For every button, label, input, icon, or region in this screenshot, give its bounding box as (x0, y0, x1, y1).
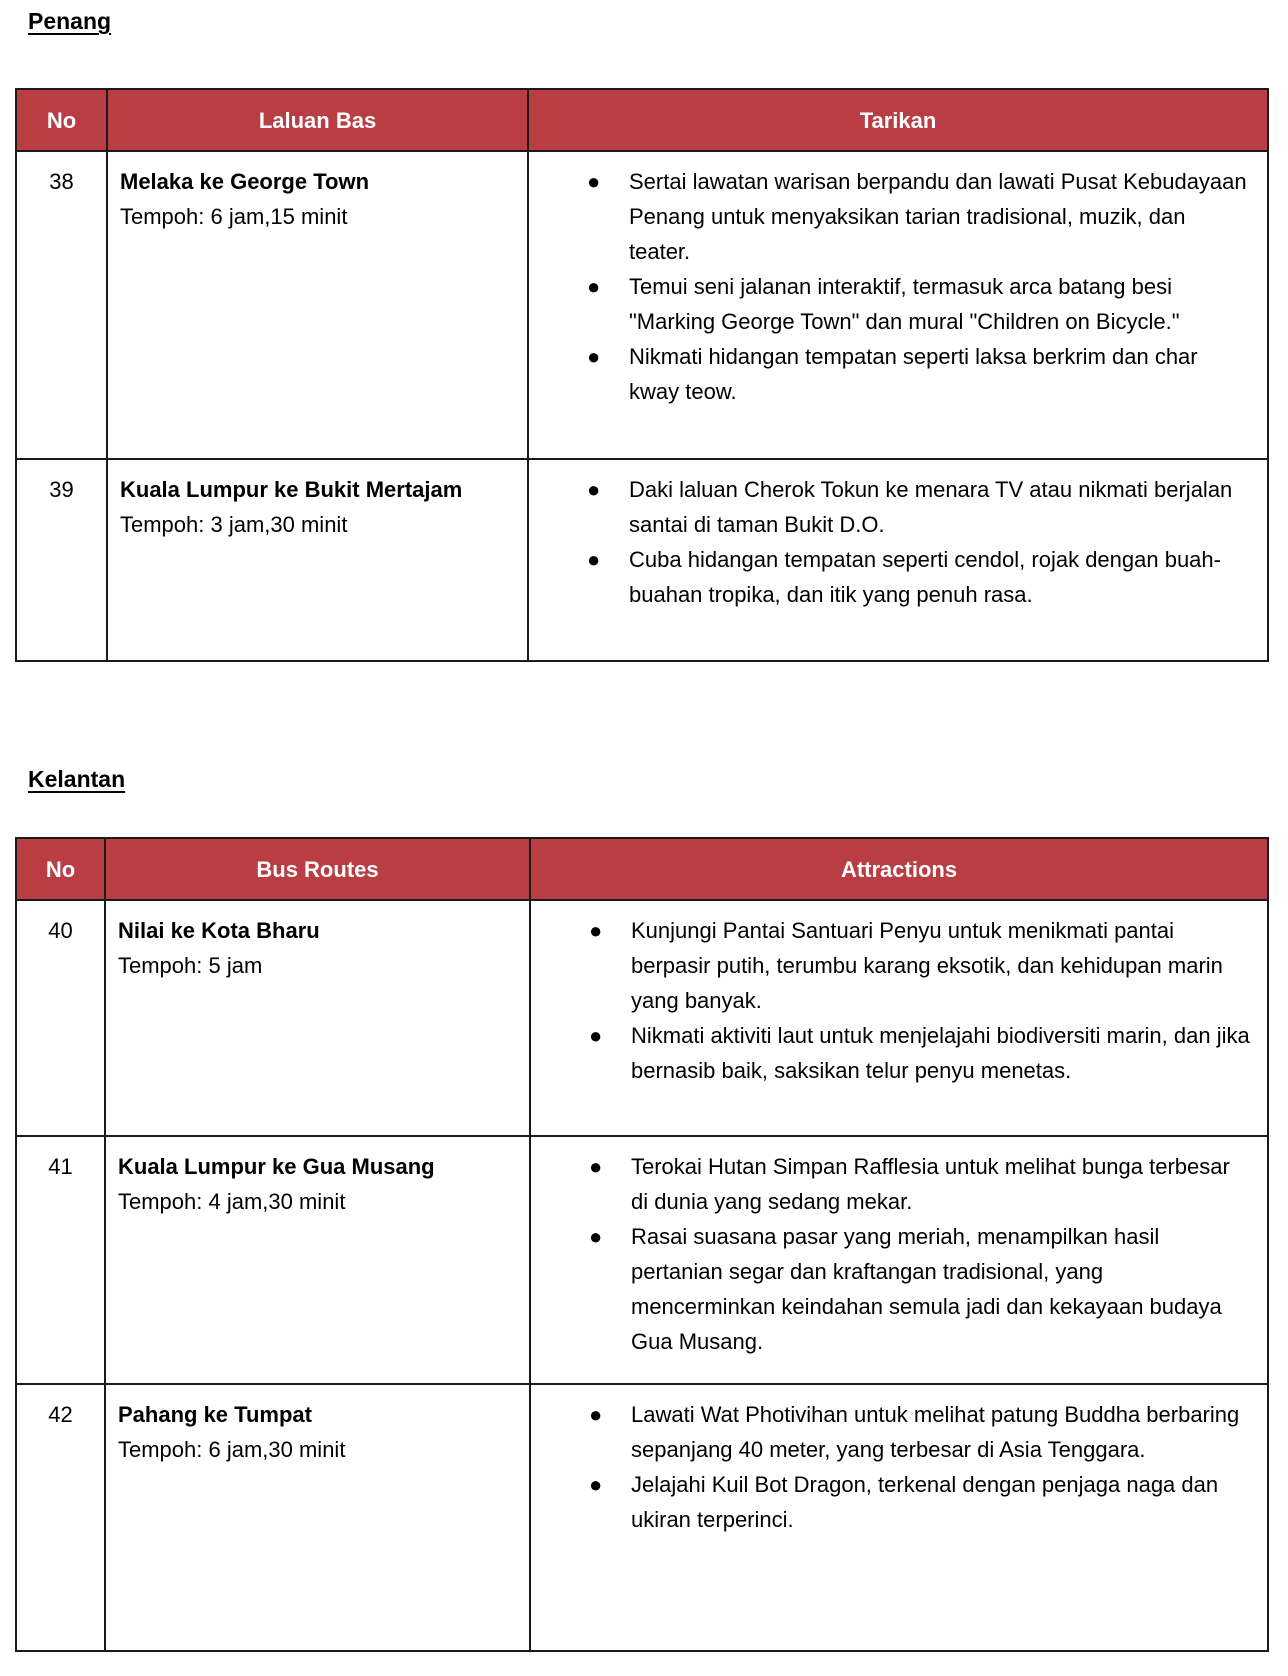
attraction-item (589, 1467, 1251, 1537)
bullet-dot-icon: ● (589, 1472, 603, 1497)
route-name: Melaka ke George Town (120, 169, 370, 194)
attraction-text: Temui seni jalanan interaktif, termasuk arca batang besi "Marking George Town" dan mural "Children on Bicycle." (629, 274, 1180, 334)
header-no: No (16, 89, 107, 151)
attraction-text: Kunjungi Pantai Santuari Penyu untuk menikmati pantai berpasir putih, terumbu karang eksotik, dan kehidupan marin yang banyak. (631, 918, 1223, 1013)
bullet-dot-icon: ● (589, 918, 603, 943)
header-route: Laluan Bas (107, 89, 528, 151)
attraction-item (589, 1219, 1251, 1359)
table-row (16, 900, 1268, 1136)
table-header-row (16, 838, 1268, 900)
route-cell (105, 900, 530, 1136)
route-cell (105, 1384, 530, 1651)
attraction-text: Nikmati hidangan tempatan seperti laksa berkrim dan char kway teow. (629, 344, 1198, 404)
route-duration: Tempoh: 3 jam,30 minit (120, 512, 348, 537)
route-duration: Tempoh: 6 jam,15 minit (120, 204, 348, 229)
kelantan-bus-routes-table (15, 837, 1269, 1652)
bullet-dot-icon: ● (589, 1224, 603, 1249)
attraction-item (589, 1397, 1251, 1467)
header-no: No (16, 838, 105, 900)
attractions-list (531, 1397, 1251, 1537)
route-name: Kuala Lumpur ke Gua Musang (118, 1154, 435, 1179)
attractions-cell (530, 900, 1268, 1136)
bullet-dot-icon: ● (587, 169, 601, 194)
header-attractions: Attractions (530, 838, 1268, 900)
table-row (16, 1384, 1268, 1651)
attraction-item (587, 472, 1251, 542)
table-row (16, 459, 1268, 661)
bullet-dot-icon: ● (587, 477, 601, 502)
route-duration: Tempoh: 4 jam,30 minit (118, 1189, 346, 1214)
bullet-dot-icon: ● (587, 344, 601, 369)
route-number: 40 (16, 900, 105, 1136)
section-heading-kelantan: Kelantan (28, 766, 126, 792)
attraction-text: Nikmati aktiviti laut untuk menjelajahi biodiversiti marin, dan jika bernasib baik, saksikan telur penyu menetas. (631, 1023, 1250, 1083)
route-number: 39 (16, 459, 107, 661)
route-name: Nilai ke Kota Bharu (118, 918, 320, 943)
attraction-item (587, 542, 1251, 612)
route-name: Pahang ke Tumpat (118, 1402, 312, 1427)
attraction-text: Jelajahi Kuil Bot Dragon, terkenal dengan penjaga naga dan ukiran terperinci. (631, 1472, 1219, 1532)
attraction-item (589, 1149, 1251, 1219)
attraction-text: Cuba hidangan tempatan seperti cendol, rojak dengan buah-buahan tropika, dan itik yang penuh rasa. (629, 547, 1221, 607)
bullet-dot-icon: ● (587, 547, 601, 572)
bullet-dot-icon: ● (589, 1154, 603, 1179)
table-row (16, 151, 1268, 459)
route-cell (107, 151, 528, 459)
attraction-item (587, 164, 1251, 269)
route-duration: Tempoh: 5 jam (118, 953, 263, 978)
section-heading-penang: Penang (28, 8, 112, 34)
attraction-text: Lawati Wat Photivihan untuk melihat patung Buddha berbaring sepanjang 40 meter, yang terbesar di Asia Tenggara. (631, 1402, 1240, 1462)
bullet-dot-icon: ● (589, 1023, 603, 1048)
route-cell (107, 459, 528, 661)
attractions-cell (528, 459, 1268, 661)
route-duration: Tempoh: 6 jam,30 minit (118, 1437, 346, 1462)
route-number: 41 (16, 1136, 105, 1384)
penang-bus-routes-table (15, 88, 1269, 662)
route-number: 38 (16, 151, 107, 459)
table-header-row (16, 89, 1268, 151)
attraction-item (587, 339, 1251, 409)
attraction-item (589, 913, 1251, 1018)
header-route: Bus Routes (105, 838, 530, 900)
attraction-text: Terokai Hutan Simpan Rafflesia untuk melihat bunga terbesar di dunia yang sedang mekar. (631, 1154, 1230, 1214)
attractions-list (529, 472, 1251, 612)
attractions-cell (530, 1136, 1268, 1384)
header-attractions: Tarikan (528, 89, 1268, 151)
table-row (16, 1136, 1268, 1384)
attraction-text: Rasai suasana pasar yang meriah, menampilkan hasil pertanian segar dan kraftangan tradisional, yang mencerminkan keindahan semula jadi dan kekayaan budaya Gua Musang. (631, 1224, 1222, 1354)
attraction-item (587, 269, 1251, 339)
attractions-cell (530, 1384, 1268, 1651)
bullet-dot-icon: ● (587, 274, 601, 299)
route-number: 42 (16, 1384, 105, 1651)
bullet-dot-icon: ● (589, 1402, 603, 1427)
attraction-text: Daki laluan Cherok Tokun ke menara TV atau nikmati berjalan santai di taman Bukit D.O. (629, 477, 1233, 537)
attraction-item (589, 1018, 1251, 1088)
attractions-list (531, 913, 1251, 1088)
attractions-cell (528, 151, 1268, 459)
route-name: Kuala Lumpur ke Bukit Mertajam (120, 477, 463, 502)
attractions-list (531, 1149, 1251, 1359)
route-cell (105, 1136, 530, 1384)
attraction-text: Sertai lawatan warisan berpandu dan lawati Pusat Kebudayaan Penang untuk menyaksikan tarian tradisional, muzik, dan teater. (629, 169, 1247, 264)
attractions-list (529, 164, 1251, 409)
